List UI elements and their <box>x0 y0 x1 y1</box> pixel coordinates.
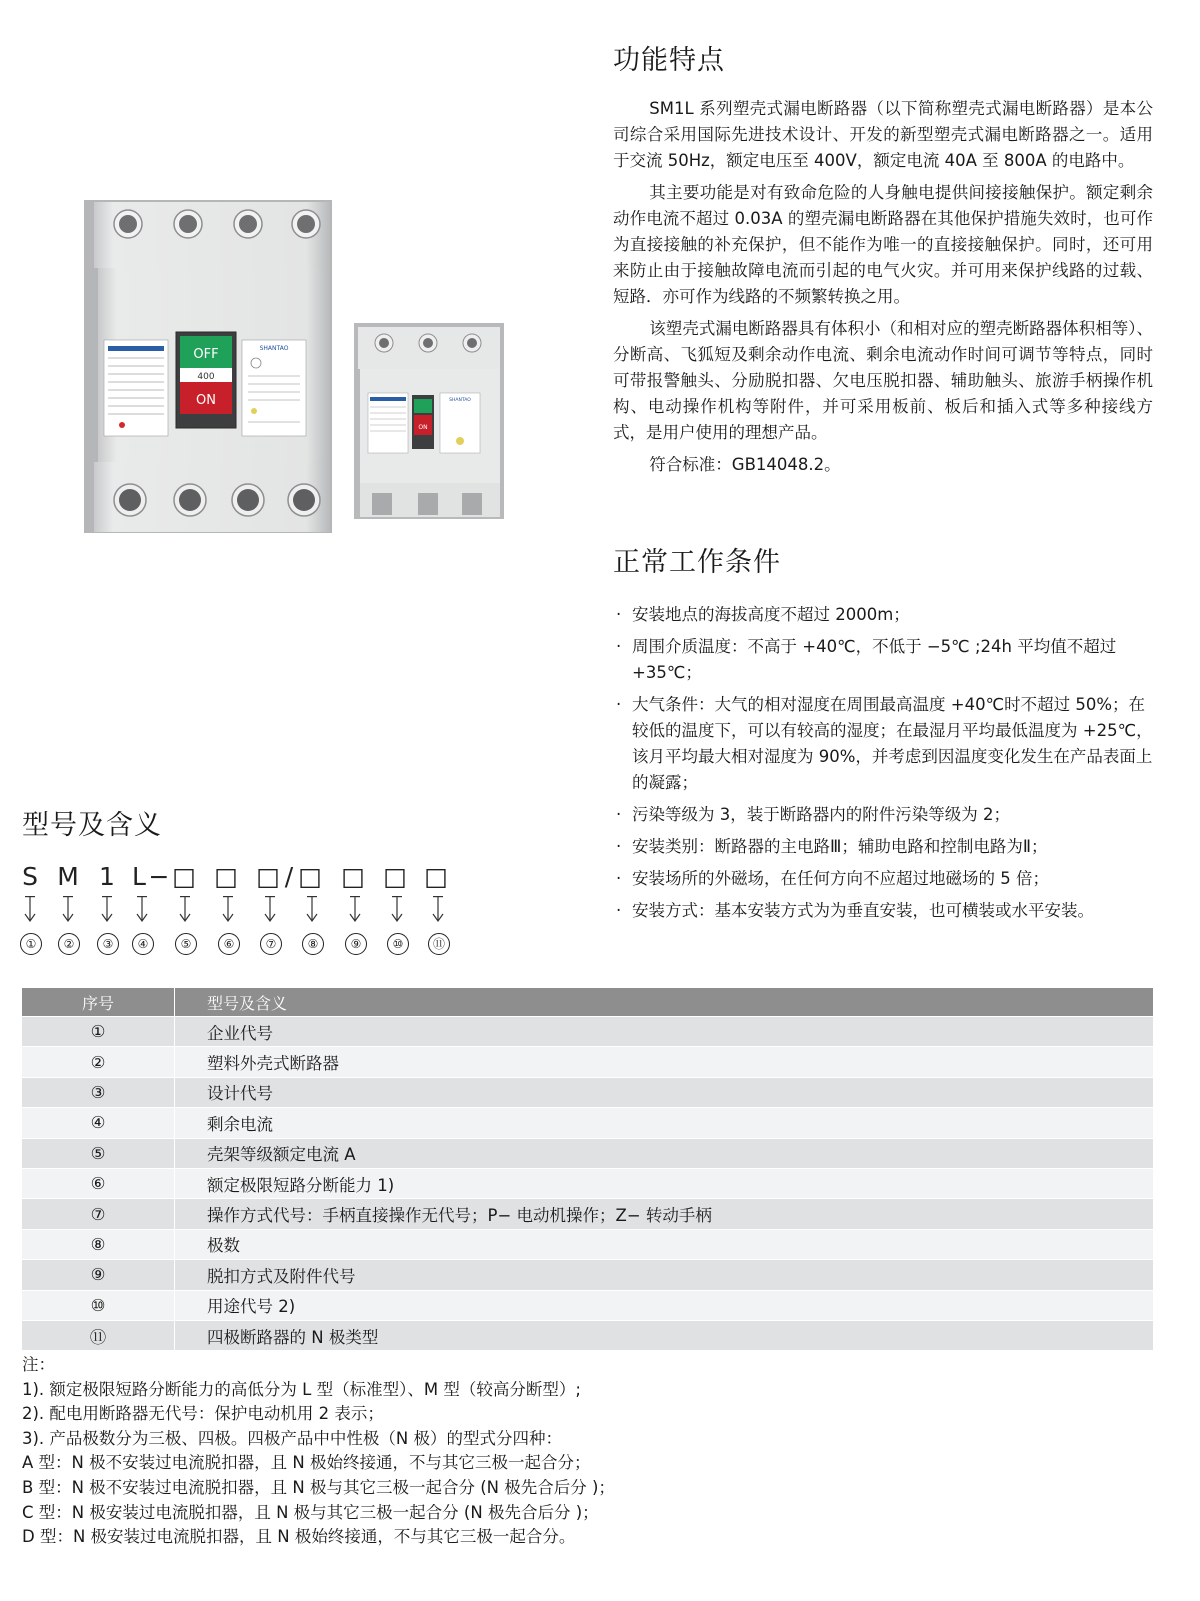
table-row: ⑦ 操作方式代号：手柄直接操作无代号；P− 电动机操作；Z− 转动手柄 <box>22 1199 1153 1229</box>
marker-10: ⑩ <box>387 933 409 955</box>
table-row: ③ 设计代号 <box>22 1077 1153 1107</box>
table-header-row <box>22 988 1153 1017</box>
table-row: ⑤ 壳架等级额定电流 A <box>22 1138 1153 1168</box>
code-box: □ <box>298 862 322 891</box>
on-label: ON <box>196 393 216 408</box>
notes-heading: 注： <box>22 1355 55 1374</box>
bullet-icon: · <box>616 805 622 824</box>
features-paragraph: 其主要功能是对有致命危险的人身触电提供间接接触保护。额定剩余动作电流不超过 0.03A 的塑壳漏电断路器在其他保护措施失效时，也可作为直接接触的补充保护，但不能作为唯一的直接接触保护。同时，还可用来防止由于接触故障电流而引起的电气火灾。并可用来保护线路的过载、短路．亦可作为线路的不频繁转换之用。 <box>613 183 1153 306</box>
code-char: − <box>148 862 170 891</box>
note-line: A 型：N 极不安装过电流脱扣器，且 N 极始终接通，不与其它三极一起合分； <box>22 1453 591 1473</box>
down-arrow-icon <box>61 896 75 924</box>
rating-label: 400 <box>197 372 215 382</box>
note-line: 2). 配电用断路器无代号：保护电动机用 2 表示； <box>22 1404 384 1424</box>
code-markers <box>0 933 470 957</box>
down-arrow-icon <box>221 896 235 924</box>
condition-item: · 污染等级为 3，装于断路器内的附件污染等级为 2； <box>614 802 1154 828</box>
code-char: S <box>22 862 38 891</box>
features-paragraph: 该塑壳式漏电断路器具有体积小（和相对应的塑壳断路器体积相等）、分断高、飞狐短及剩余动作电流、剩余电流动作时间可调节等特点，同时可带报警触头、分励脱扣器、欠电压脱扣器、辅助触头、旅游手柄操作机构、电动操作机构等附件，并可采用板前、板后和插入式等多种接线方式，是用户使用的理想产品。 <box>613 319 1153 442</box>
notes <box>22 1353 615 1550</box>
table-row: ② 塑料外壳式断路器 <box>22 1047 1153 1077</box>
off-label: OFF <box>193 347 219 362</box>
table-row: ⑩ 用途代号 2) <box>22 1290 1153 1320</box>
bullet-icon: · <box>616 605 622 624</box>
table-header-meaning: 型号及含义 <box>175 988 1154 1017</box>
code-arrows <box>0 896 470 926</box>
features-paragraph: SM1L 系列塑壳式漏电断路器（以下简称塑壳式漏电断路器）是本公司综合采用国际先进技术设计、开发的新型塑壳式漏电断路器之一。适用于交流 50Hz，额定电压至 400V，额定电流 40A 至 800A 的电路中。 <box>613 99 1153 170</box>
marker-11: ⑪ <box>428 933 450 955</box>
brand-label: SHANTAO <box>259 345 289 352</box>
down-arrow-icon <box>431 896 445 924</box>
table-row: ① 企业代号 <box>22 1017 1153 1047</box>
down-arrow-icon <box>348 896 362 924</box>
marker-7: ⑦ <box>260 933 282 955</box>
conditions-title: 正常工作条件 <box>613 547 781 578</box>
features-standard: 符合标准：GB14048.2。 <box>649 455 841 474</box>
code-char: 1 <box>99 862 115 891</box>
condition-item: · 安装场所的外磁场，在任何方向不应超过地磁场的 5 倍； <box>614 866 1154 892</box>
model-meaning-table <box>22 988 1153 1350</box>
condition-item: · 安装地点的海拔高度不超过 2000m； <box>614 602 1154 628</box>
table-row: ⑧ 极数 <box>22 1229 1153 1259</box>
code-box: □ <box>214 862 238 891</box>
note-line: 3). 产品极数分为三极、四极。四极产品中中性极（N 极）的型式分四种： <box>22 1428 563 1448</box>
model-title: 型号及含义 <box>22 810 162 841</box>
condition-item: · 大气条件：大气的相对湿度在周围最高温度 +40℃时不超过 50%；在较低的温度下，可以有较高的湿度；在最湿月平均最低温度为 +25℃，该月平均最大相对湿度为 90%，并考虑到因温度变化发生在产品表面上的凝露； <box>614 692 1154 796</box>
marker-4: ④ <box>132 933 154 955</box>
table-row: ⑪ 四极断路器的 N 极类型 <box>22 1320 1153 1350</box>
code-char: M <box>57 862 79 891</box>
code-box: □ <box>341 862 365 891</box>
bullet-icon: · <box>616 901 622 920</box>
code-char: L <box>132 862 146 891</box>
down-arrow-icon <box>135 896 149 924</box>
code-box: □ <box>256 862 280 891</box>
code-box: □ <box>172 862 196 891</box>
code-box: □ <box>424 862 448 891</box>
condition-item: · 周围介质温度：不高于 +40℃，不低于 −5℃ ;24h 平均值不超过 +35℃； <box>614 634 1154 686</box>
marker-6: ⑥ <box>218 933 240 955</box>
bullet-icon: · <box>616 695 622 714</box>
note-line: C 型：N 极安装过电流脱扣器，且 N 极与其它三极一起合分 (N 极先合后分 )； <box>22 1502 599 1522</box>
bullet-icon: · <box>616 869 622 888</box>
condition-item: · 安装类别：断路器的主电路Ⅲ；辅助电路和控制电路为Ⅱ； <box>614 834 1154 860</box>
table-row: ④ 剩余电流 <box>22 1108 1153 1138</box>
condition-item: · 安装方式：基本安装方式为为垂直安装，也可横装或水平安装。 <box>614 898 1154 924</box>
note-line: 1). 额定极限短路分断能力的高低分为 L 型（标准型）、M 型（较高分断型）; <box>22 1379 581 1399</box>
down-arrow-icon <box>23 896 37 924</box>
table-row: ⑨ 脱扣方式及附件代号 <box>22 1260 1153 1290</box>
marker-8: ⑧ <box>302 933 324 955</box>
conditions-list <box>614 602 1154 930</box>
note-line: D 型：N 极安装过电流脱扣器，且 N 极始终接通，不与其它三极一起合分。 <box>22 1527 576 1547</box>
product-photo-3pole-breaker <box>354 323 510 519</box>
small-on-label: ON <box>418 424 428 431</box>
down-arrow-icon <box>390 896 404 924</box>
features-body <box>613 96 1153 484</box>
product-photo-4pole-breaker <box>84 200 346 533</box>
table-row: ⑥ 额定极限短路分断能力 1) <box>22 1168 1153 1198</box>
marker-9: ⑨ <box>345 933 367 955</box>
code-char: / <box>284 862 294 891</box>
down-arrow-icon <box>263 896 277 924</box>
marker-2: ② <box>58 933 80 955</box>
bullet-icon: · <box>616 837 622 856</box>
marker-3: ③ <box>97 933 119 955</box>
down-arrow-icon <box>100 896 114 924</box>
model-code <box>0 862 470 894</box>
table-header-index: 序号 <box>22 988 175 1017</box>
bullet-icon: · <box>616 637 622 656</box>
down-arrow-icon <box>305 896 319 924</box>
code-box: □ <box>383 862 407 891</box>
marker-5: ⑤ <box>175 933 197 955</box>
note-line: B 型：N 极不安装过电流脱扣器，且 N 极与其它三极一起合分 (N 极先合后分 )； <box>22 1477 615 1497</box>
down-arrow-icon <box>178 896 192 924</box>
marker-1: ① <box>20 933 42 955</box>
small-brand-label: SHANTAO <box>449 398 471 403</box>
features-title: 功能特点 <box>613 45 725 76</box>
